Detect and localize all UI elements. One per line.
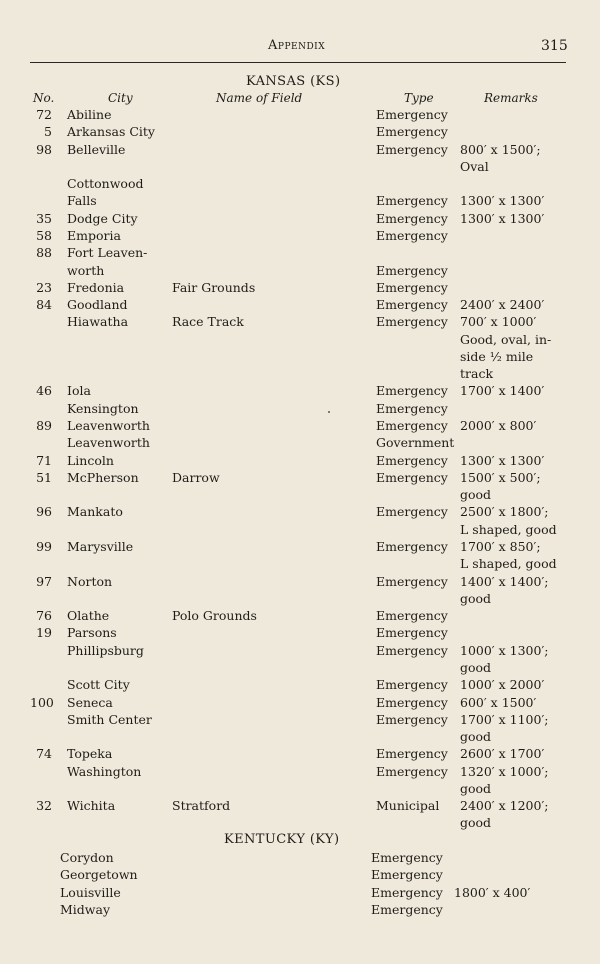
field-type: Emergency	[376, 625, 448, 641]
city-name: Arkansas City	[67, 124, 155, 140]
row-number: 23	[36, 279, 52, 295]
field-type: Municipal	[376, 798, 440, 814]
table-row	[0, 123, 600, 140]
field-type: Emergency	[376, 711, 448, 727]
table-row	[0, 866, 600, 883]
table-row	[0, 711, 600, 728]
city-name: Midway	[60, 901, 111, 917]
column-header-city: City	[108, 91, 133, 105]
remarks: Oval	[460, 158, 489, 174]
field-type: Emergency	[376, 297, 448, 313]
field-type: Emergency	[376, 539, 448, 554]
table-row	[0, 624, 600, 641]
running-header: Appendix	[268, 38, 326, 53]
field-type: Emergency	[376, 763, 448, 779]
remarks: 2400′ x 1200′;	[460, 798, 549, 814]
city-name: Marysville	[67, 539, 134, 554]
table-row	[0, 262, 600, 279]
table-row	[0, 745, 600, 762]
field-type: Emergency	[376, 694, 448, 710]
remarks: good	[460, 590, 492, 606]
table-row	[0, 849, 600, 866]
row-number: 19	[36, 625, 52, 641]
remarks: 1800′ x 400′	[454, 884, 531, 900]
city-name: Kensington	[67, 400, 139, 416]
remarks: 1400′ x 1400′;	[460, 573, 549, 589]
table-row	[0, 538, 600, 555]
table-row	[0, 417, 600, 434]
row-number: 100	[30, 694, 54, 710]
remarks: good	[460, 815, 492, 831]
field-type: Emergency	[371, 901, 443, 917]
city-name: Fort Leaven-	[67, 245, 148, 261]
table-row	[0, 486, 600, 503]
field-type: Emergency	[376, 469, 448, 485]
remarks: 1700′ x 1400′	[460, 383, 545, 399]
field-type: Emergency	[376, 141, 448, 157]
remarks: 2400′ x 2400′	[460, 297, 545, 313]
remarks: track	[460, 366, 494, 382]
city-name: Corydon	[60, 850, 114, 865]
city-name: Mankato	[67, 504, 123, 520]
table-row	[0, 313, 600, 330]
row-number: 74	[36, 746, 52, 762]
field-type: Emergency	[376, 608, 448, 624]
table-row	[0, 884, 600, 901]
city-name: Cottonwood	[67, 176, 144, 192]
city-name: worth	[67, 262, 105, 278]
table-row	[0, 694, 600, 711]
city-name: Scott City	[67, 677, 130, 693]
remarks: good	[460, 780, 492, 796]
row-number: 72	[36, 107, 52, 122]
field-type: Emergency	[376, 418, 448, 434]
field-name: Polo Grounds	[172, 608, 257, 624]
field-type: Emergency	[371, 867, 443, 883]
city-name: Goodland	[67, 297, 128, 313]
table-row	[0, 141, 600, 158]
table-row	[0, 503, 600, 520]
table-row	[0, 452, 600, 469]
field-type: Emergency	[376, 400, 448, 416]
field-type: Emergency	[376, 124, 448, 140]
row-number: 88	[36, 245, 52, 261]
row-number: 89	[36, 418, 52, 434]
row-number: 58	[36, 227, 52, 243]
header-rule	[30, 62, 566, 63]
row-number: 32	[36, 798, 52, 814]
city-name: Washington	[67, 763, 142, 779]
remarks: 1300′ x 1300′	[460, 210, 545, 226]
city-name: Georgetown	[60, 867, 138, 883]
table-row	[0, 279, 600, 296]
field-type: Emergency	[376, 210, 448, 226]
table-row	[0, 763, 600, 780]
row-number: 35	[36, 210, 52, 226]
state-heading: KANSAS (KS)	[246, 74, 341, 89]
city-name: Emporia	[67, 227, 121, 243]
table-row	[0, 728, 600, 745]
city-name: Olathe	[67, 608, 110, 624]
city-name: Falls	[67, 193, 97, 209]
field-name: Race Track	[172, 314, 244, 330]
field-type: Emergency	[376, 383, 448, 399]
remarks: 2600′ x 1700′	[460, 746, 545, 762]
remarks: side ½ mile	[460, 348, 534, 364]
city-name: McPherson	[67, 469, 139, 485]
table-row	[0, 676, 600, 693]
table-row	[0, 659, 600, 676]
city-name: Fredonia	[67, 279, 125, 295]
city-name: Seneca	[67, 694, 113, 710]
city-name: Lincoln	[67, 452, 114, 468]
table-row	[0, 348, 600, 365]
remarks: 700′ x 1000′	[460, 314, 537, 330]
remarks: good	[460, 487, 492, 503]
row-number: 71	[36, 452, 52, 468]
field-type: Emergency	[376, 227, 448, 243]
table-row	[0, 901, 600, 918]
city-name: Hiawatha	[67, 314, 129, 330]
page-number: 315	[541, 38, 568, 54]
field-type: Emergency	[376, 746, 448, 762]
table-row	[0, 210, 600, 227]
field-type: Emergency	[376, 642, 448, 658]
remarks: 800′ x 1500′;	[460, 141, 541, 157]
remarks: 1300′ x 1300′	[460, 193, 545, 209]
remarks: 2500′ x 1800′;	[460, 504, 549, 520]
city-name: Smith Center	[67, 711, 152, 727]
field-type: Emergency	[376, 193, 448, 209]
remarks: 2000′ x 800′	[460, 418, 537, 434]
table-row	[0, 607, 600, 624]
table-row	[0, 469, 600, 486]
remarks: Good, oval, in-	[460, 331, 552, 347]
remarks: 1320′ x 1000′;	[460, 763, 549, 779]
table-row	[0, 590, 600, 607]
row-number: 84	[36, 297, 52, 313]
table-row	[0, 331, 600, 348]
table-row	[0, 158, 600, 175]
city-name: Leavenworth	[67, 418, 150, 434]
field-type: Emergency	[376, 677, 448, 693]
table-row	[0, 244, 600, 261]
print-speck	[328, 411, 330, 413]
remarks: L shaped, good	[460, 556, 557, 572]
remarks: 600′ x 1500′	[460, 694, 537, 710]
field-type: Emergency	[371, 850, 443, 865]
city-name: Phillipsburg	[67, 642, 144, 658]
table-row	[0, 192, 600, 209]
table-row	[0, 227, 600, 244]
column-header-no: No.	[33, 91, 55, 105]
table-row	[0, 555, 600, 572]
remarks: 1500′ x 500′;	[460, 469, 541, 485]
remarks: good	[460, 729, 492, 745]
row-number: 5	[44, 124, 52, 140]
row-number: 96	[36, 504, 52, 520]
city-name: Abiline	[67, 107, 112, 122]
table-row	[0, 797, 600, 814]
row-number: 98	[36, 141, 52, 157]
city-name: Belleville	[67, 141, 126, 157]
state-heading: KENTUCKY (KY)	[224, 832, 340, 847]
field-type: Emergency	[376, 573, 448, 589]
city-name: Leavenworth	[67, 435, 150, 451]
remarks: 1000′ x 2000′	[460, 677, 545, 693]
table-row	[0, 400, 600, 417]
remarks: good	[460, 659, 492, 675]
table-row	[0, 434, 600, 451]
row-number: 51	[36, 469, 52, 485]
row-number: 76	[36, 608, 52, 624]
table-row	[0, 780, 600, 797]
field-type: Emergency	[376, 107, 448, 122]
field-type: Emergency	[376, 504, 448, 520]
field-name: Darrow	[172, 469, 220, 485]
field-name: Stratford	[172, 798, 231, 814]
row-number: 99	[36, 539, 52, 554]
column-header-remarks: Remarks	[484, 91, 538, 105]
table-row	[0, 573, 600, 590]
table-row	[0, 106, 600, 123]
field-type: Emergency	[376, 452, 448, 468]
city-name: Norton	[67, 573, 113, 589]
field-type: Emergency	[371, 884, 443, 900]
city-name: Louisville	[60, 884, 121, 900]
field-type: Emergency	[376, 314, 448, 330]
city-name: Dodge City	[67, 210, 138, 226]
city-name: Wichita	[67, 798, 116, 814]
column-header-field: Name of Field	[216, 91, 303, 105]
city-name: Iola	[67, 383, 91, 399]
field-type: Emergency	[376, 279, 448, 295]
table-row	[0, 521, 600, 538]
remarks: 1300′ x 1300′	[460, 452, 545, 468]
remarks: 1700′ x 1100′;	[460, 711, 549, 727]
row-number: 97	[36, 573, 52, 589]
remarks: 1000′ x 1300′;	[460, 642, 549, 658]
field-name: Fair Grounds	[172, 279, 256, 295]
field-type: Government	[376, 435, 455, 451]
table-row	[0, 814, 600, 831]
table-row	[0, 175, 600, 192]
row-number: 46	[36, 383, 52, 399]
field-type: Emergency	[376, 262, 448, 278]
column-header-type: Type	[404, 91, 434, 105]
table-row	[0, 365, 600, 382]
table-row	[0, 382, 600, 399]
remarks: L shaped, good	[460, 521, 557, 537]
city-name: Parsons	[67, 625, 117, 641]
table-row	[0, 296, 600, 313]
table-row	[0, 642, 600, 659]
remarks: 1700′ x 850′;	[460, 539, 541, 554]
city-name: Topeka	[67, 746, 113, 762]
